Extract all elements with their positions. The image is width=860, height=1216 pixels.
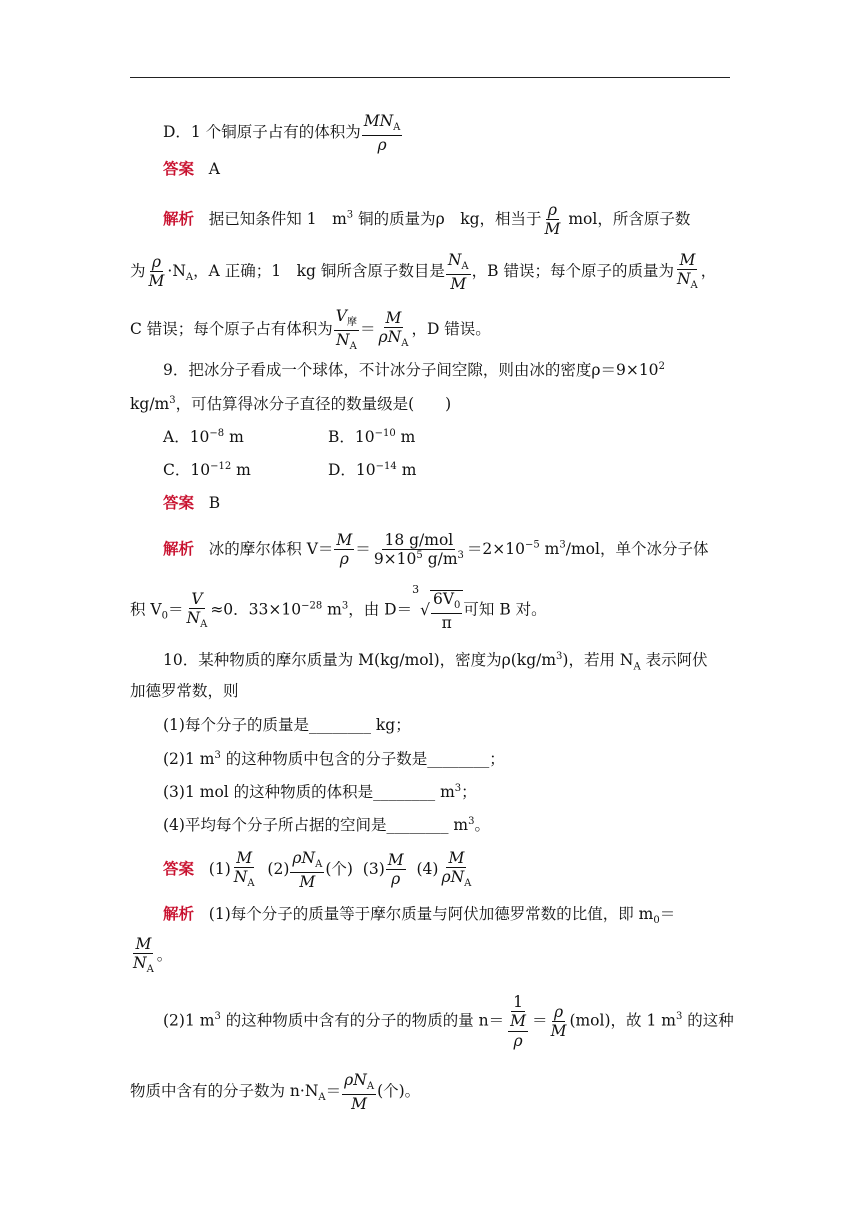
q10-stem-line2: 加德罗常数，则 (130, 682, 239, 700)
q9-stem-line1: 9．把冰分子看成一个球体，不计冰分子间空隙，则由冰的密度$\rho=9\times 10^2$ (163, 361, 665, 380)
q10-item-1: (1)每个分子的质量是________ kg； (163, 716, 411, 734)
q9-answer: 答案 B (163, 494, 221, 512)
q10-analysis-line2: $\frac{M}{N_A}$ 。 (133, 935, 173, 976)
cube-root: 3 √ $6V_0$ π (412, 590, 463, 631)
q9-option-c: C．$10^{-12}$ m (163, 461, 251, 480)
q9-analysis-line1: 解析 冰的摩尔体积 V＝ $\frac{M}{\rho}$ ＝ 18 g/mol $9\times 10^5$ $g/m^3$ $=2\times 10^{-5}$ $m^3$/mol，单个冰分子体 (163, 531, 709, 569)
q10-answer: 答案 (1) $\frac{M}{N_A}$ (2) $\rho N_A$ M (个) (3) $\frac{M}{\rho}$ (4) M $\rho N_A$ (163, 849, 472, 891)
q10-analysis-line3: (2)1 $m^3$ 的这种物质中含有的分子的物质的量 n＝ $\frac{1}{\frac{M}{\rho}}$ ＝ $\frac{\rho}{M}$ (mol)，故 1 $m^3$ 的这种 (163, 993, 734, 1050)
q10-analysis-line1: 解析 (1)每个分子的质量等于摩尔质量与阿伏加德罗常数的比值，即 $m_0=$ (163, 905, 676, 927)
q9-analysis-line2: 积 $V_0=$ $\frac{V}{N_A}$ ≈0．$33\times 10^{-28}$ $m^3$，由 D＝ 3 √ $6V_0$ π 可知 B 对。 (130, 583, 547, 632)
analysis-prev-line2: 为 $\frac{\rho}{M}$ $\cdot N_A$，A 正确；1 kg 铜所含原子数目是 $\frac{N_A}{M}$ ，B 错误；每个原子的质量为 $\frac{M}{N_A}$ ， (130, 251, 717, 293)
option-d-prev: D．1 个铜原子占有的体积为 $MN_A$ ρ (163, 112, 401, 154)
q10-item-2: (2)1 $m^3$ 的这种物质中包含的分子数是________； (163, 750, 505, 769)
answer-prev: 答案 A (163, 160, 220, 178)
q9-option-d: D．$10^{-14}$ m (328, 461, 417, 480)
header-rule (130, 77, 730, 78)
analysis-prev-line1: 解析 据已知条件知 1 $m^3$ 铜的质量为ρ kg，相当于 $\frac{\rho}{M}$ mol，所含原子数 (163, 201, 691, 239)
q10-stem-line1: 10．某种物质的摩尔质量为 M(kg/mol)，密度为$\rho(kg/m^3)$，若用 $N_A$ 表示阿伏 (163, 651, 708, 673)
q9-stem-line2: $kg/m^3$，可估算得冰分子直径的数量级是( ) (130, 395, 452, 414)
analysis-prev-line3: C 错误；每个原子占有体积为 $V_摩$ $N_A$ ＝ M $\rho N_A$ ，D 错误。 (130, 307, 491, 352)
q9-option-b: B．$10^{-10}$ m (328, 428, 416, 447)
q9-option-a: A．$10^{-8}$ m (163, 428, 244, 447)
q10-item-3: (3)1 mol 的这种物质的体积是________ $m^3$； (163, 783, 477, 802)
q10-item-4: (4)平均每个分子所占据的空间是________ $m^3$。 (163, 816, 490, 835)
q10-analysis-line4: 物质中含有的分子数为 $n\cdot N_A=$ $\rho N_A$ M (个)。 (130, 1071, 421, 1113)
